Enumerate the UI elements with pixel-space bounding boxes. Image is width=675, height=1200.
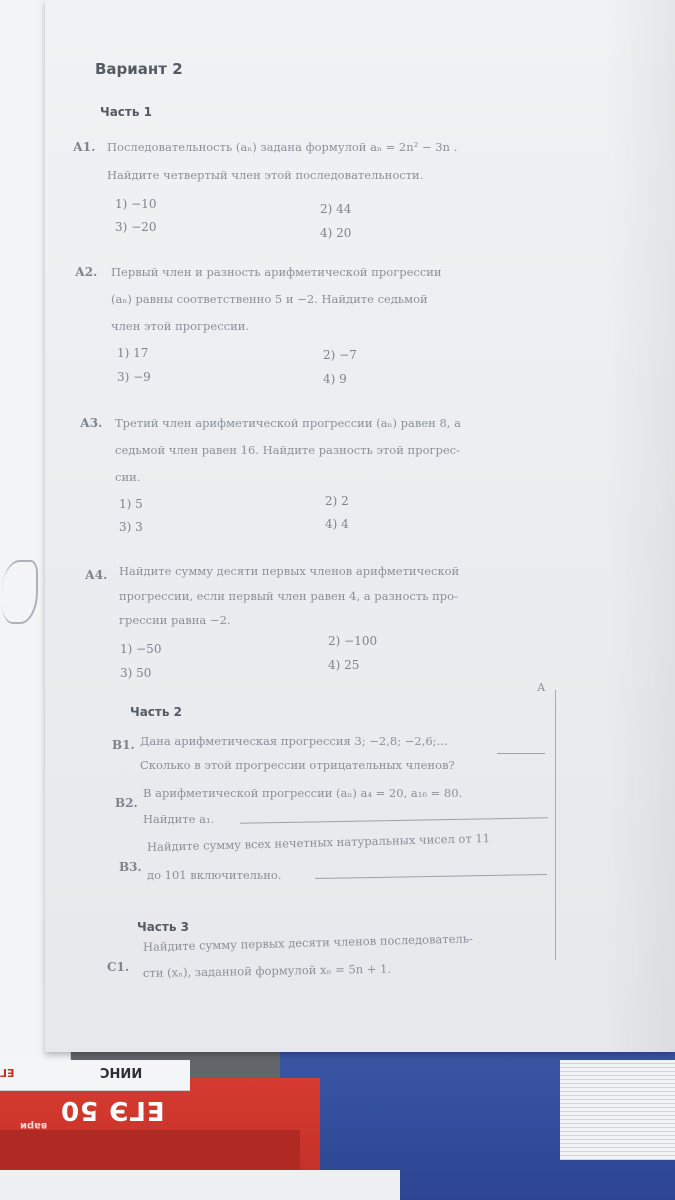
question-b3-number: В3.: [119, 860, 142, 874]
question-a3-option-1: 1) 5: [119, 497, 143, 511]
question-a4-line3: грессии равна −2.: [119, 613, 231, 627]
question-c1-number: С1.: [107, 960, 130, 974]
pencil-scribble: [2, 560, 38, 624]
question-b3-line2: до 101 включительно.: [147, 868, 282, 882]
question-a4-line1: Найдите сумму десяти первых членов арифметической: [119, 564, 460, 578]
question-b1-line2: Сколько в этой прогрессии отрицательных членов?: [140, 758, 455, 772]
variant-title: Вариант 2: [95, 60, 183, 78]
blue-book-title: ИИНС: [100, 1064, 143, 1079]
question-a1-line2: Найдите четвертый член этой последовательности.: [107, 168, 424, 182]
question-a1-option-4: 4) 20: [320, 226, 352, 240]
question-a2-line2: (aₙ) равны соответственно 5 и −2. Найдите седьмой: [111, 292, 428, 306]
question-b2-number: В2.: [115, 796, 138, 810]
question-a3-option-3: 3) 3: [119, 520, 143, 534]
question-a4-line2: прогрессии, если первый член равен 4, а разность про-: [119, 589, 458, 603]
question-b2-line2: Найдите a₁.: [143, 812, 215, 826]
question-c1-line2: сти (xₙ), заданной формулой xₙ = 5n + 1.: [142, 961, 392, 980]
part3-heading: Часть 3: [137, 920, 189, 934]
white-strip: [0, 1170, 400, 1200]
blue-book-pages: [560, 1060, 675, 1160]
red-book-top-strip: [0, 1060, 190, 1091]
question-a3-line3: сии.: [115, 470, 141, 484]
margin-letter: А: [537, 681, 546, 694]
question-b2-line1: В арифметической прогрессии (aₙ) a₄ = 20, a₁₆ = 80.: [143, 786, 463, 800]
question-a4-option-4: 4) 25: [328, 658, 360, 672]
question-a1-line1: Последовательность (aₙ) задана формулой aₙ = 2n² − 3n .: [107, 140, 458, 154]
question-a3-number: А3.: [80, 416, 103, 430]
question-a2-line3: член этой прогрессии.: [111, 319, 250, 333]
red-book-title: ЕГЭ 50: [60, 1095, 165, 1125]
question-a1-option-1: 1) −10: [115, 197, 157, 211]
question-a2-number: А2.: [75, 265, 98, 279]
question-a1-option-2: 2) 44: [320, 202, 352, 216]
question-a2-option-4: 4) 9: [323, 372, 347, 386]
question-a4-option-2: 2) −100: [328, 634, 378, 648]
question-a2-line1: Первый член и разность арифметической прогрессии: [111, 265, 442, 279]
question-a4-option-3: 3) 50: [120, 666, 152, 680]
part2-heading: Часть 2: [130, 705, 182, 719]
question-a3-option-4: 4) 4: [325, 517, 349, 531]
question-b1-line1: Дана арифметическая прогрессия 3; −2,8; −2,6;...: [140, 734, 448, 748]
right-margin-line: [555, 690, 556, 960]
paper-shading: [605, 0, 675, 1052]
red-book-tiny-text: вари: [20, 1120, 48, 1131]
question-a4-option-1: 1) −50: [120, 642, 162, 656]
question-c1-line1: Найдите сумму первых десяти членов последователь-: [142, 931, 474, 954]
question-a3-line2: седьмой член равен 16. Найдите разность этой прогрес-: [115, 443, 461, 457]
question-a2-option-2: 2) −7: [323, 348, 357, 362]
answer-blank-b2[interactable]: [240, 817, 548, 823]
question-a3-line1: Третий член арифметической прогрессии (aₙ) равен 8, а: [115, 416, 461, 430]
question-a1-option-3: 3) −20: [115, 220, 157, 234]
question-a1-number: А1.: [73, 140, 96, 154]
question-a3-option-2: 2) 2: [325, 494, 349, 508]
question-a2-option-3: 3) −9: [117, 370, 151, 384]
question-a2-option-1: 1) 17: [117, 346, 149, 360]
answer-blank-b1[interactable]: [497, 753, 545, 754]
part1-heading: Часть 1: [100, 105, 152, 119]
answer-blank-b3[interactable]: [315, 874, 547, 879]
question-b3-line1: Найдите сумму всех нечетных натуральных чисел от 11: [146, 831, 491, 854]
question-b1-number: В1.: [112, 738, 135, 752]
question-a4-number: А4.: [85, 568, 108, 582]
red-book-small-title: ЕГ: [0, 1066, 15, 1079]
test-sheet: [45, 0, 675, 1052]
